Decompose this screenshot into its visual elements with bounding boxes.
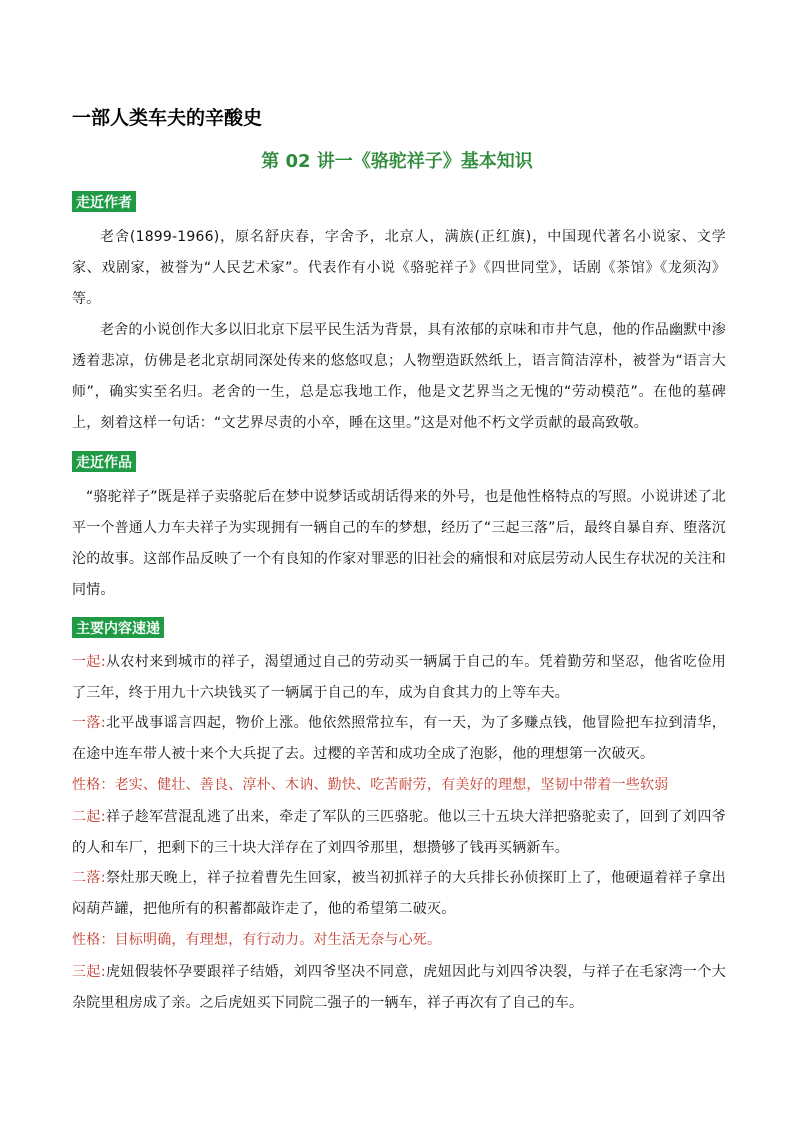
summary-text: 祭灶那天晚上，祥子拉着曹先生回家，被当初抓祥子的大兵排长孙侦探盯上了，他硬逼着祥子拿出闷葫芦罐，把他所有的积蓄都敲诈走了，他的希望第二破灭。 [72,870,726,917]
summary-item-rise-2 [72,802,726,864]
section-badge-summary: 主要内容速递 [72,617,164,638]
summary-label: 二起: [72,809,106,825]
summary-item-fall-1 [72,708,726,770]
summary-trait-1: 性格：老实、健壮、善良、淳朴、木讷、勤快、吃苦耐劳，有美好的理想，坚韧中带着一些软弱 [72,777,669,793]
summary-text: 祥子趁军营混乱逃了出来，牵走了军队的三匹骆驼。他以三十五块大洋把骆驼卖了，回到了刘四爷的人和车厂，把剩下的三十块大洋存在了刘四爷那里，想攒够了钱再买辆新车。 [72,809,726,856]
author-paragraph-1: 老舍(1899-1966)，原名舒庆春，字舍予，北京人，满族(正红旗)，中国现代著名小说家、文学家、戏剧家，被誉为“人民艺术家”。代表作有小说《骆驼祥子》《四世同堂》，话剧《茶馆》《龙须沟》等。 [72,229,726,307]
author-paragraph-2: 老舍的小说创作大多以旧北京下层平民生活为背景，具有浓郁的京味和市井气息，他的作品幽默中渗透着悲凉，仿佛是老北京胡同深处传来的悠悠叹息；人物塑造跃然纸上，语言简洁淳朴，被誉为“语言大师”，确实实至名归。老舍的一生，总是忘我地工作，他是文艺界当之无愧的“劳动模范”。在他的墓碑上，刻着这样一句话：“文艺界尽责的小卒，睡在这里。”这是对他不朽文学贡献的最高致敬。 [72,322,726,431]
summary-item-rise-3 [72,957,726,1019]
summary-text: 北平战事谣言四起，物价上涨。他依然照常拉车，有一天，为了多赚点钱，他冒险把车拉到清华，在途中连车带人被十来个大兵捉了去。过樱的辛苦和成功全成了泡影，他的理想第一次破灭。 [72,715,726,762]
summary-trait-2: 性格：目标明确，有理想，有行动力。对生活无奈与心死。 [72,932,442,948]
summary-label: 三起: [72,964,106,980]
document-title: 一部人类车夫的辛酸史 [72,107,263,129]
work-paragraph: “骆驼祥子”既是祥子卖骆驼后在梦中说梦话或胡话得来的外号，也是他性格特点的写照。小说讲述了北平一个普通人力车夫祥子为实现拥有一辆自己的车的梦想，经历了“三起三落”后，最终自暴自弃、堕落沉沦的故事。这部作品反映了一个有良知的作家对罪恶的旧社会的痛恨和对底层劳动人民生存状况的关注和同情。 [72,489,726,598]
section-badge-work: 走近作品 [72,451,136,472]
section-badge-author: 走近作者 [72,191,136,212]
summary-label: 一落: [72,715,106,731]
summary-label: 一起: [72,654,106,670]
summary-item-fall-2 [72,863,726,925]
summary-text: 从农村来到城市的祥子，渴望通过自己的劳动买一辆属于自己的车。凭着勤劳和坚忍，他省吃俭用了三年，终于用九十六块钱买了一辆属于自己的车，成为自食其力的上等车夫。 [72,654,726,701]
summary-item-rise-1 [72,647,726,709]
summary-label: 二落: [72,870,106,886]
summary-text: 虎妞假装怀孕要跟祥子结婚，刘四爷坚决不同意，虎妞因此与刘四爷决裂，与祥子在毛家湾一个大杂院里租房成了亲。之后虎妞买下同院二强子的一辆车，祥子再次有了自己的车。 [72,964,726,1011]
lesson-title: 第 02 讲一《骆驼祥子》基本知识 [261,151,533,172]
